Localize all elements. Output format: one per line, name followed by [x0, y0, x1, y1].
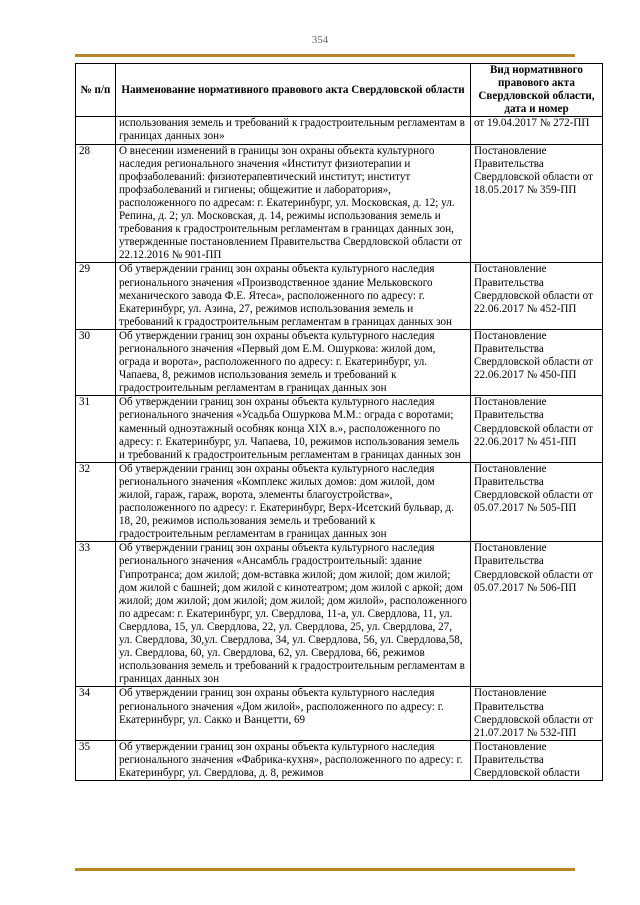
row-vid: Постановление Правительства Свердловской области от 21.07.2017 № 532-ПП [471, 687, 603, 740]
row-vid: Постановление Правительства Свердловской области от 05.07.2017 № 506-ПП [471, 542, 603, 687]
table-row [76, 396, 603, 462]
row-vid: Постановление Правительства Свердловской области от 22.06.2017 № 450-ПП [471, 329, 603, 395]
row-num: 35 [76, 740, 116, 780]
table-row [76, 144, 603, 263]
row-name: использования земель и требований к градостроительным регламентам в границах данных зон» [116, 117, 471, 144]
table-row [76, 263, 603, 329]
row-vid: Постановление Правительства Свердловской области от 18.05.2017 № 359-ПП [471, 144, 603, 263]
footer-rule [75, 868, 575, 871]
table-row [76, 687, 603, 740]
table-row [76, 740, 603, 780]
header-rule [75, 54, 575, 57]
row-num: 34 [76, 687, 116, 740]
row-vid: Постановление Правительства Свердловской области от 22.06.2017 № 452-ПП [471, 263, 603, 329]
header-name: Наименование нормативного правового акта Свердловской области [116, 64, 471, 117]
row-name: Об утверждении границ зон охраны объекта культурного наследия регионального значения «Первый дом Е.М. Ошуркова: жилой дом, ограда и ворота», расположенного по адресу: г. Екатеринбург, ул. Чапаева, 8, режимов использования земель и требований к градостроительным регламентам в границах данных зон [116, 329, 471, 395]
row-num [76, 117, 116, 144]
row-name: Об утверждении границ зон охраны объекта культурного наследия регионального значения «Производственное здание Мельковского механического завода Ф.Е. Ятеса», расположенного по адресу: г. Екатеринбург, ул. Азина, 27, режимов использования земель и требований к градостроительным регламентам в границах данных зон [116, 263, 471, 329]
row-vid: Постановление Правительства Свердловской области от 05.07.2017 № 505-ПП [471, 462, 603, 542]
table-row [76, 462, 603, 542]
acts-table [75, 63, 603, 781]
row-name: Об утверждении границ зон охраны объекта культурного наследия регионального значения «Фабрика-кухня», расположенного по адресу: г. Екатеринбург, ул. Свердлова, д. 8, режимов [116, 740, 471, 780]
table-row [76, 542, 603, 687]
header-num: № п/п [76, 64, 116, 117]
row-name: О внесении изменений в границы зон охраны объекта культурного наследия регионального значения «Институт физиотерапии и профзаболеваний: физиотерапевтический институт; институт профзаболеваний и гигиены; общежитие и лаборатория», расположенного по адресам: г. Екатеринбург, ул. Московская, д. 12; ул. Репина, д. 2; ул. Московская, д. 14, режимы использования земель и требования к градостроительным регламентам в границах данных зон, утвержденные постановлением Правительства Свердловской области от 22.12.2016 № 901-ПП [116, 144, 471, 263]
row-num: 32 [76, 462, 116, 542]
row-vid: Постановление Правительства Свердловской области от 22.06.2017 № 451-ПП [471, 396, 603, 462]
row-name: Об утверждении границ зон охраны объекта культурного наследия регионального значения «Усадьба Ошуркова М.М.: ограда с воротами; каменный одноэтажный особняк конца XIX в.», расположенного по адресу: г. Екатеринбург, ул. Чапаева, 10, режимов использования земель и требований к градостроительным регламентам в границах данных зон [116, 396, 471, 462]
row-name: Об утверждении границ зон охраны объекта культурного наследия регионального значения «Комплекс жилых домов: дом жилой, дом жилой, гараж, гараж, ворота, элементы благоустройства», расположенного по адресу: г. Екатеринбург, Верх-Исетский бульвар, д. 18, 20, режимов использования земель и требований к градостроительным регламентам в границах данных зон [116, 462, 471, 542]
row-vid: Постановление Правительства Свердловской области [471, 740, 603, 780]
page-number: 354 [311, 34, 329, 46]
row-name: Об утверждении границ зон охраны объекта культурного наследия регионального значения «Дом жилой», расположенного по адресу: г. Екатеринбург, ул. Сакко и Ванцетти, 69 [116, 687, 471, 740]
row-name: Об утверждении границ зон охраны объекта культурного наследия регионального значения «Ансамбль градостроительный: здание Гипротранса; дом жилой; дом-вставка жилой; дом жилой; дом жилой; дом жилой с башней; дом жилой с кинотеатром; дом жилой с аркой; дом жилой; дом жилой; дом жилой; дом жилой; дом жилой», расположенного по адресам: г. Екатеринбург, ул. Свердлова, 11-а, ул. Свердлова, 11, ул. Свердлова, 15, ул. Свердлова, 22, ул. Свердлова, 25, ул. Свердлова, 27, ул. Свердлова, 30,ул. Свердлова, 34, ул. Свердлова, 56, ул. Свердлова,58, ул. Свердлова, 60, ул. Свердлова, 62, ул. Свердлова, 66, режимов использования земель и требований к градостроительным регламентам в границах данных зон [116, 542, 471, 687]
table-header-row [76, 64, 603, 117]
row-num: 29 [76, 263, 116, 329]
row-num: 28 [76, 144, 116, 263]
row-num: 30 [76, 329, 116, 395]
header-vid: Вид нормативного правового акта Свердловской области, дата и номер [471, 64, 603, 117]
table-row [76, 329, 603, 395]
table-row [76, 117, 603, 144]
row-num: 33 [76, 542, 116, 687]
row-num: 31 [76, 396, 116, 462]
row-vid: от 19.04.2017 № 272-ПП [471, 117, 603, 144]
